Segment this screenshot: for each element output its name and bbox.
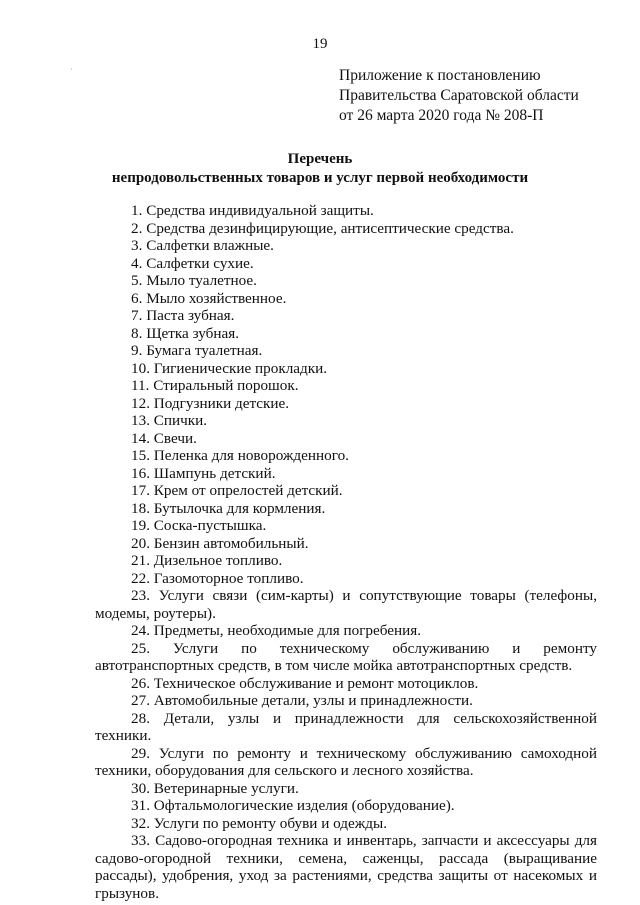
list-item: 23. Услуги связи (сим-карты) и сопутствующие товары (телефоны, модемы, роутеры). <box>95 587 597 622</box>
list-item: 4. Салфетки сухие. <box>131 254 254 272</box>
list-item: 8. Щетка зубная. <box>131 324 240 342</box>
appendix-line-3: от 26 марта 2020 года № 208-П <box>339 107 544 124</box>
list-item: 31. Офтальмологические изделия (оборудование). <box>131 797 455 814</box>
list-item: 32. Услуги по ремонту обуви и одежды. <box>131 814 387 832</box>
list-item: 7. Паста зубная. <box>131 307 235 324</box>
list-item: 10. Гигиенические прокладки. <box>131 359 328 377</box>
list-item: 29. Услуги по ремонту и техническому обслуживанию самоходной техники, оборудования для сельского и лесного хозяйства. <box>95 744 597 779</box>
list-item: 22. Газомоторное топливо. <box>131 569 304 587</box>
scan-artifact: · <box>66 66 77 72</box>
list-item: 9. Бумага туалетная. <box>131 342 263 359</box>
list-item: 21. Дизельное топливо. <box>131 552 283 569</box>
document-title: Перечень <box>287 151 353 167</box>
appendix-line-1: Приложение к постановлению <box>339 67 541 84</box>
list-item: 30. Ветеринарные услуги. <box>131 779 299 797</box>
list-item: 19. Соска-пустышка. <box>131 517 267 534</box>
list-item: 16. Шампунь детский. <box>131 464 276 482</box>
list-item: 13. Спички. <box>131 412 208 429</box>
goods-list <box>95 202 597 902</box>
page-number: 19 <box>312 36 328 52</box>
list-item: 5. Мыло туалетное. <box>131 272 257 289</box>
list-item: 17. Крем от опрелостей детский. <box>131 482 343 499</box>
list-item: 26. Техническое обслуживание и ремонт мотоциклов. <box>131 674 479 692</box>
appendix-block <box>339 66 579 126</box>
list-item: 28. Детали, узлы и принадлежности для сельскохозяйственной техники. <box>95 709 597 744</box>
list-item: 27. Автомобильные детали, узлы и принадлежности. <box>131 692 473 709</box>
list-item: 14. Свечи. <box>131 429 197 447</box>
list-item: 11. Стиральный порошок. <box>131 377 299 394</box>
list-item: 15. Пеленка для новорожденного. <box>131 447 349 464</box>
list-item: 6. Мыло хозяйственное. <box>131 289 287 307</box>
list-item: 33. Садово-огородная техника и инвентарь, запчасти и аксессуары для садово-огородной техники, семена, саженцы, рассада (выращивание рассады), удобрения, уход за растениями, средства защиты от насекомых и грызунов. <box>95 832 597 902</box>
document-subtitle: непродовольственных товаров и услуг первой необходимости <box>111 170 529 186</box>
list-item: 3. Салфетки влажные. <box>131 237 274 254</box>
list-item: 18. Бутылочка для кормления. <box>131 499 326 517</box>
appendix-line-2: Правительства Саратовской области <box>339 87 579 104</box>
document-heading <box>0 150 640 188</box>
list-item: 1. Средства индивидуальной защиты. <box>131 202 374 219</box>
list-item: 2. Средства дезинфицирующие, антисептические средства. <box>131 219 514 237</box>
list-item: 20. Бензин автомобильный. <box>131 534 309 552</box>
list-item: 12. Подгузники детские. <box>131 394 290 412</box>
list-item: 24. Предметы, необходимые для погребения. <box>131 622 422 639</box>
list-item: 25. Услуги по техническому обслуживанию и ремонту автотранспортных средств, в том числе мойка автотранспортных средств. <box>95 639 597 674</box>
